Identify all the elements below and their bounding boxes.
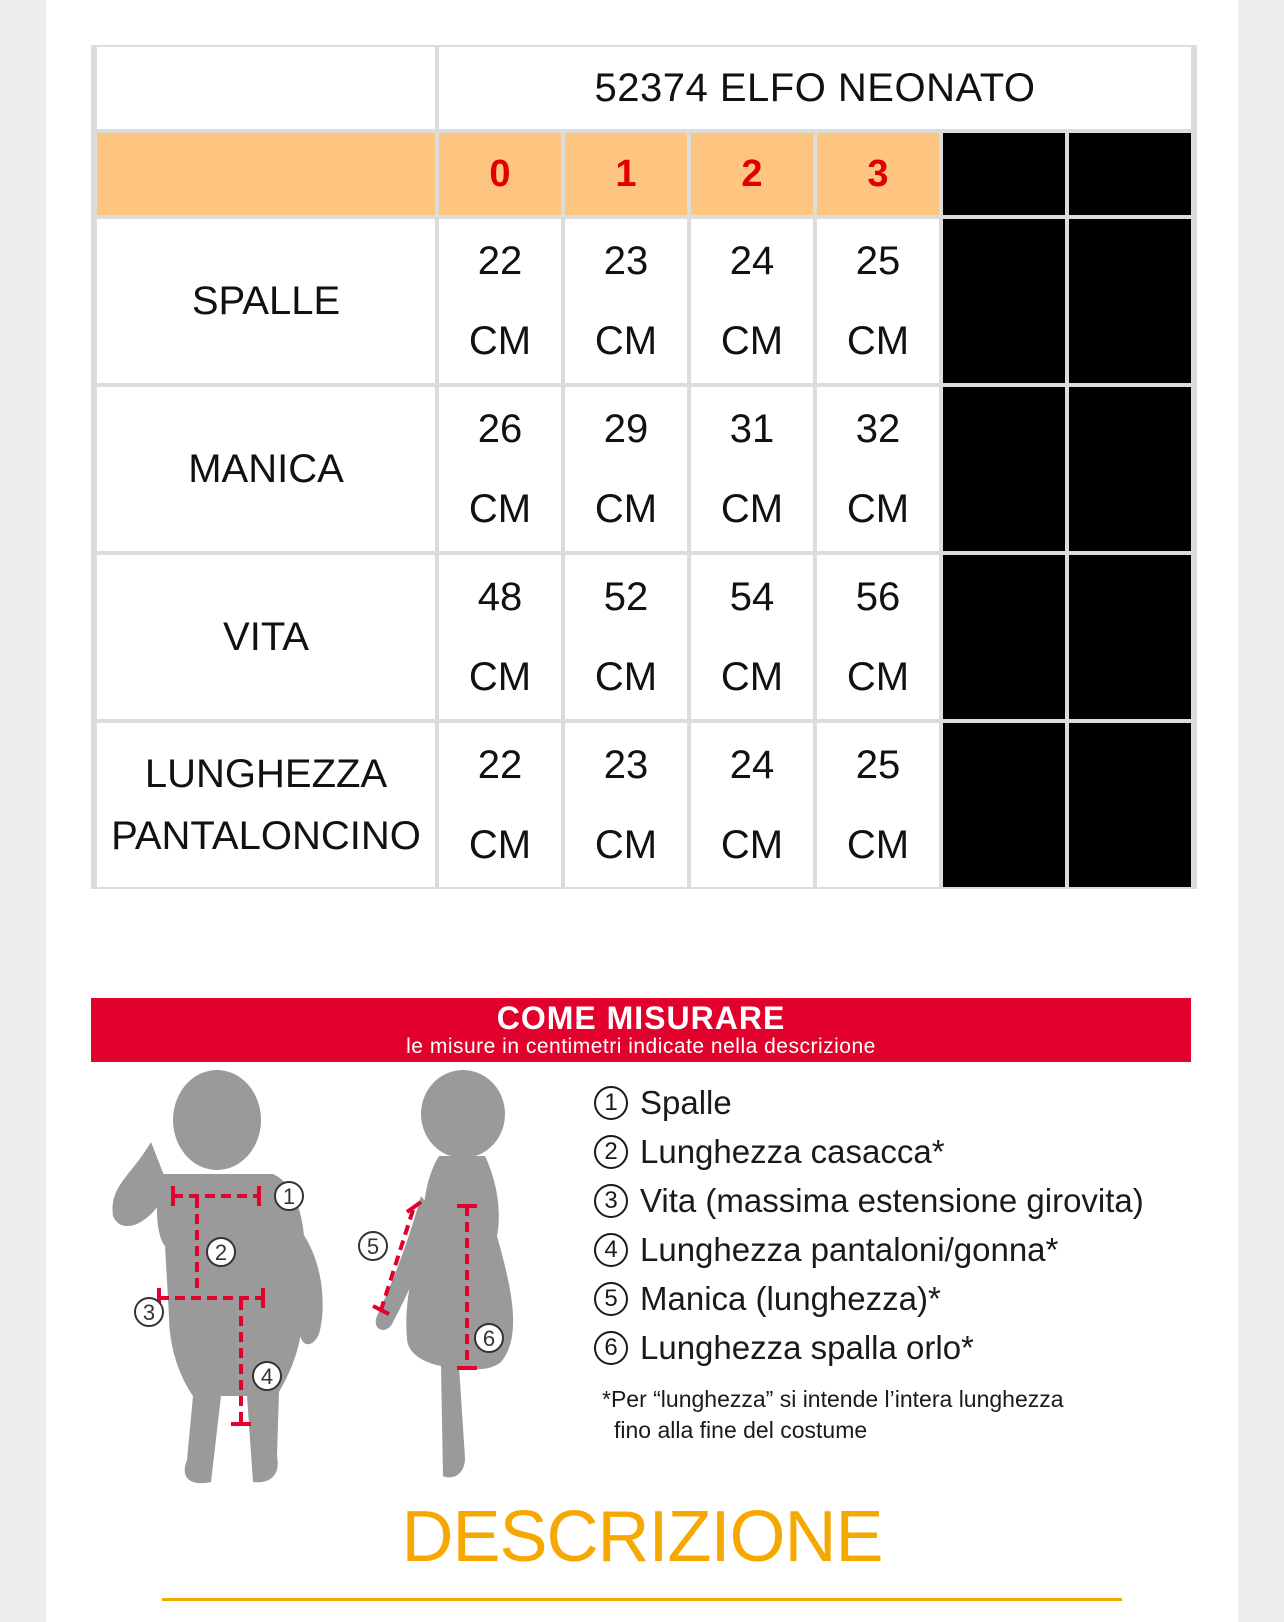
value-cell: 29 CM: [565, 387, 687, 555]
svg-text:1: 1: [282, 1184, 296, 1209]
blank-black-cell: [943, 387, 1065, 555]
value-cell: 56 CM: [817, 555, 939, 723]
table-row-manica: [97, 387, 1191, 555]
legend-text: Lunghezza spalla orlo*: [640, 1328, 974, 1366]
table-title-row: [97, 47, 1191, 133]
size-header-1: 1: [565, 133, 687, 219]
legend-text: Lunghezza casacca*: [640, 1132, 945, 1170]
measurement-legend: [594, 1078, 1214, 1446]
value-cell: 22 CM: [439, 219, 561, 387]
marker-2: [207, 1238, 235, 1266]
marker-5: [359, 1232, 387, 1260]
legend-number: 3: [594, 1184, 628, 1218]
table-title-empty-cell: [97, 47, 435, 133]
row-label: LUNGHEZZA PANTALONCINO: [97, 723, 435, 887]
marker-1: [275, 1182, 303, 1210]
legend-number: 2: [594, 1135, 628, 1169]
legend-text: Spalle: [640, 1083, 732, 1121]
marker-3: [135, 1298, 163, 1326]
legend-number: 6: [594, 1331, 628, 1365]
svg-text:6: 6: [482, 1326, 496, 1351]
product-title: 52374 ELFO NEONATO: [439, 47, 1191, 133]
legend-number: 4: [594, 1233, 628, 1267]
marker-4: [253, 1362, 281, 1390]
marker-6: [475, 1324, 503, 1352]
value-cell: 25 CM: [817, 723, 939, 887]
value-cell: 24 CM: [691, 723, 813, 887]
size-header-empty-cell: [97, 133, 435, 219]
legend-item: [594, 1225, 1214, 1274]
how-to-measure-title: COME MISURARE: [496, 1000, 786, 1036]
size-header-2: 2: [691, 133, 813, 219]
how-to-measure-banner: [91, 998, 1191, 1062]
blank-black-cell: [943, 723, 1065, 887]
value-cell: 26 CM: [439, 387, 561, 555]
table-row-vita: [97, 555, 1191, 723]
legend-item: [594, 1176, 1214, 1225]
value-cell: 25 CM: [817, 219, 939, 387]
value-cell: 48 CM: [439, 555, 561, 723]
value-cell: 32 CM: [817, 387, 939, 555]
page: [46, 0, 1238, 1622]
row-label: SPALLE: [97, 219, 435, 387]
legend-item: [594, 1323, 1214, 1372]
value-cell: 54 CM: [691, 555, 813, 723]
legend-text: Lunghezza pantaloni/gonna*: [640, 1230, 1059, 1268]
legend-text: Manica (lunghezza)*: [640, 1279, 941, 1317]
legend-footnote: *Per “lunghezza” si intende l’intera lunghezza fino alla fine del costume: [602, 1386, 1064, 1443]
blank-black-cell: [1069, 723, 1191, 887]
blank-black-cell: [943, 219, 1065, 387]
legend-number: 5: [594, 1282, 628, 1316]
blank-black-cell: [943, 555, 1065, 723]
row-label: VITA: [97, 555, 435, 723]
size-header-3: 3: [817, 133, 939, 219]
how-to-measure-subtitle: le misure in centimetri indicate nella descrizione: [406, 1035, 876, 1058]
size-header-row: [97, 133, 1191, 219]
value-cell: 52 CM: [565, 555, 687, 723]
legend-item: [594, 1078, 1214, 1127]
legend-item: [594, 1127, 1214, 1176]
table-row-lunghezza-pantaloncino: [97, 723, 1191, 887]
description-divider: [162, 1598, 1122, 1601]
legend-item: [594, 1274, 1214, 1323]
svg-text:4: 4: [260, 1364, 274, 1389]
size-header-0: 0: [439, 133, 561, 219]
description-heading: DESCRIZIONE: [401, 1497, 883, 1577]
blank-black-cell: [1069, 133, 1191, 219]
child-figure-front: [113, 1070, 323, 1483]
blank-black-cell: [1069, 219, 1191, 387]
size-table: [91, 45, 1197, 889]
value-cell: 23 CM: [565, 219, 687, 387]
legend-number: 1: [594, 1086, 628, 1120]
blank-black-cell: [1069, 387, 1191, 555]
child-figure-side: [359, 1070, 513, 1477]
svg-text:5: 5: [366, 1234, 380, 1259]
svg-text:2: 2: [214, 1240, 228, 1265]
value-cell: 24 CM: [691, 219, 813, 387]
legend-text: Vita (massima estensione girovita): [640, 1181, 1144, 1219]
row-label: MANICA: [97, 387, 435, 555]
svg-text:3: 3: [142, 1300, 156, 1325]
blank-black-cell: [943, 133, 1065, 219]
value-cell: 31 CM: [691, 387, 813, 555]
blank-black-cell: [1069, 555, 1191, 723]
value-cell: 22 CM: [439, 723, 561, 887]
table-row-spalle: [97, 219, 1191, 387]
value-cell: 23 CM: [565, 723, 687, 887]
measurement-figures-illustration: [91, 1066, 561, 1496]
